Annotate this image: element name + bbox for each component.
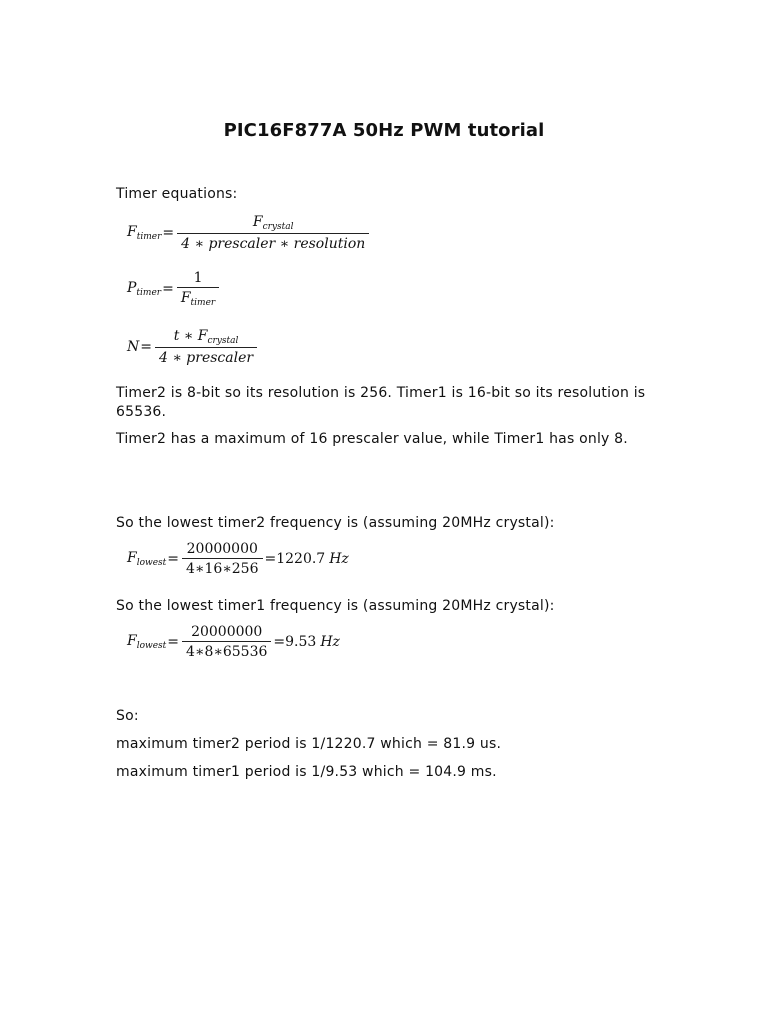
eq-lhs: $F_{timer}$ — [127, 224, 162, 242]
eq-lhs: $F_{lowest}$ — [127, 550, 167, 568]
timer-equations-label: Timer equations: — [116, 186, 238, 202]
fraction — [182, 624, 271, 660]
numerator: 20000000 — [186, 541, 258, 557]
eq-unit: Hz — [329, 551, 349, 567]
resolution-paragraph: Timer2 is 8-bit so its resolution is 256. Timer1 is 16-bit so its resolution is 65536. — [116, 385, 646, 420]
lowest-timer1-equation — [127, 624, 340, 660]
so-label: So: — [116, 708, 139, 724]
eq-lhs: N — [127, 339, 140, 355]
f-timer-equation — [127, 214, 371, 252]
eq-lhs: $F_{lowest}$ — [127, 633, 167, 651]
page-title: PIC16F877A 50Hz PWM tutorial — [223, 120, 545, 141]
numerator: $F_{crystal}$ — [252, 214, 294, 232]
denominator: 4∗16∗256 — [186, 561, 259, 577]
denominator: 4 ∗ prescaler ∗ resolution — [181, 236, 366, 252]
eq-sign: = — [162, 281, 174, 297]
fraction — [177, 214, 369, 252]
eq-result: =9.53 — [273, 634, 317, 650]
lowest-timer2-label: So the lowest timer2 frequency is (assuming 20MHz crystal): — [116, 515, 555, 531]
fraction — [182, 541, 262, 577]
eq-result: =1220.7 — [264, 551, 326, 567]
denominator: $F_{timer}$ — [180, 290, 216, 308]
p-timer-equation — [127, 270, 221, 308]
timer2-period-text: maximum timer2 period is 1/1220.7 which = 81.9 us. — [116, 736, 502, 752]
eq-lhs: $P_{timer}$ — [127, 280, 162, 298]
numerator: 1 — [193, 270, 203, 286]
numerator: t ∗ $F_{crystal}$ — [173, 328, 239, 346]
prescaler-paragraph: Timer2 has a maximum of 16 prescaler value, while Timer1 has only 8. — [116, 431, 628, 447]
fraction — [155, 328, 257, 366]
lowest-timer2-equation — [127, 541, 349, 577]
fraction — [177, 270, 219, 308]
eq-unit: Hz — [320, 634, 340, 650]
timer1-period-text: maximum timer1 period is 1/9.53 which = 104.9 ms. — [116, 764, 497, 780]
eq-sign: = — [140, 339, 152, 355]
denominator: 4 ∗ prescaler — [158, 350, 254, 366]
eq-sign: = — [162, 225, 175, 241]
numerator: 20000000 — [191, 624, 263, 640]
denominator: 4∗8∗65536 — [186, 644, 268, 660]
lowest-timer1-label: So the lowest timer1 frequency is (assuming 20MHz crystal): — [116, 598, 555, 614]
eq-sign: = — [167, 634, 180, 650]
n-equation — [127, 328, 259, 366]
eq-sign: = — [167, 551, 180, 567]
